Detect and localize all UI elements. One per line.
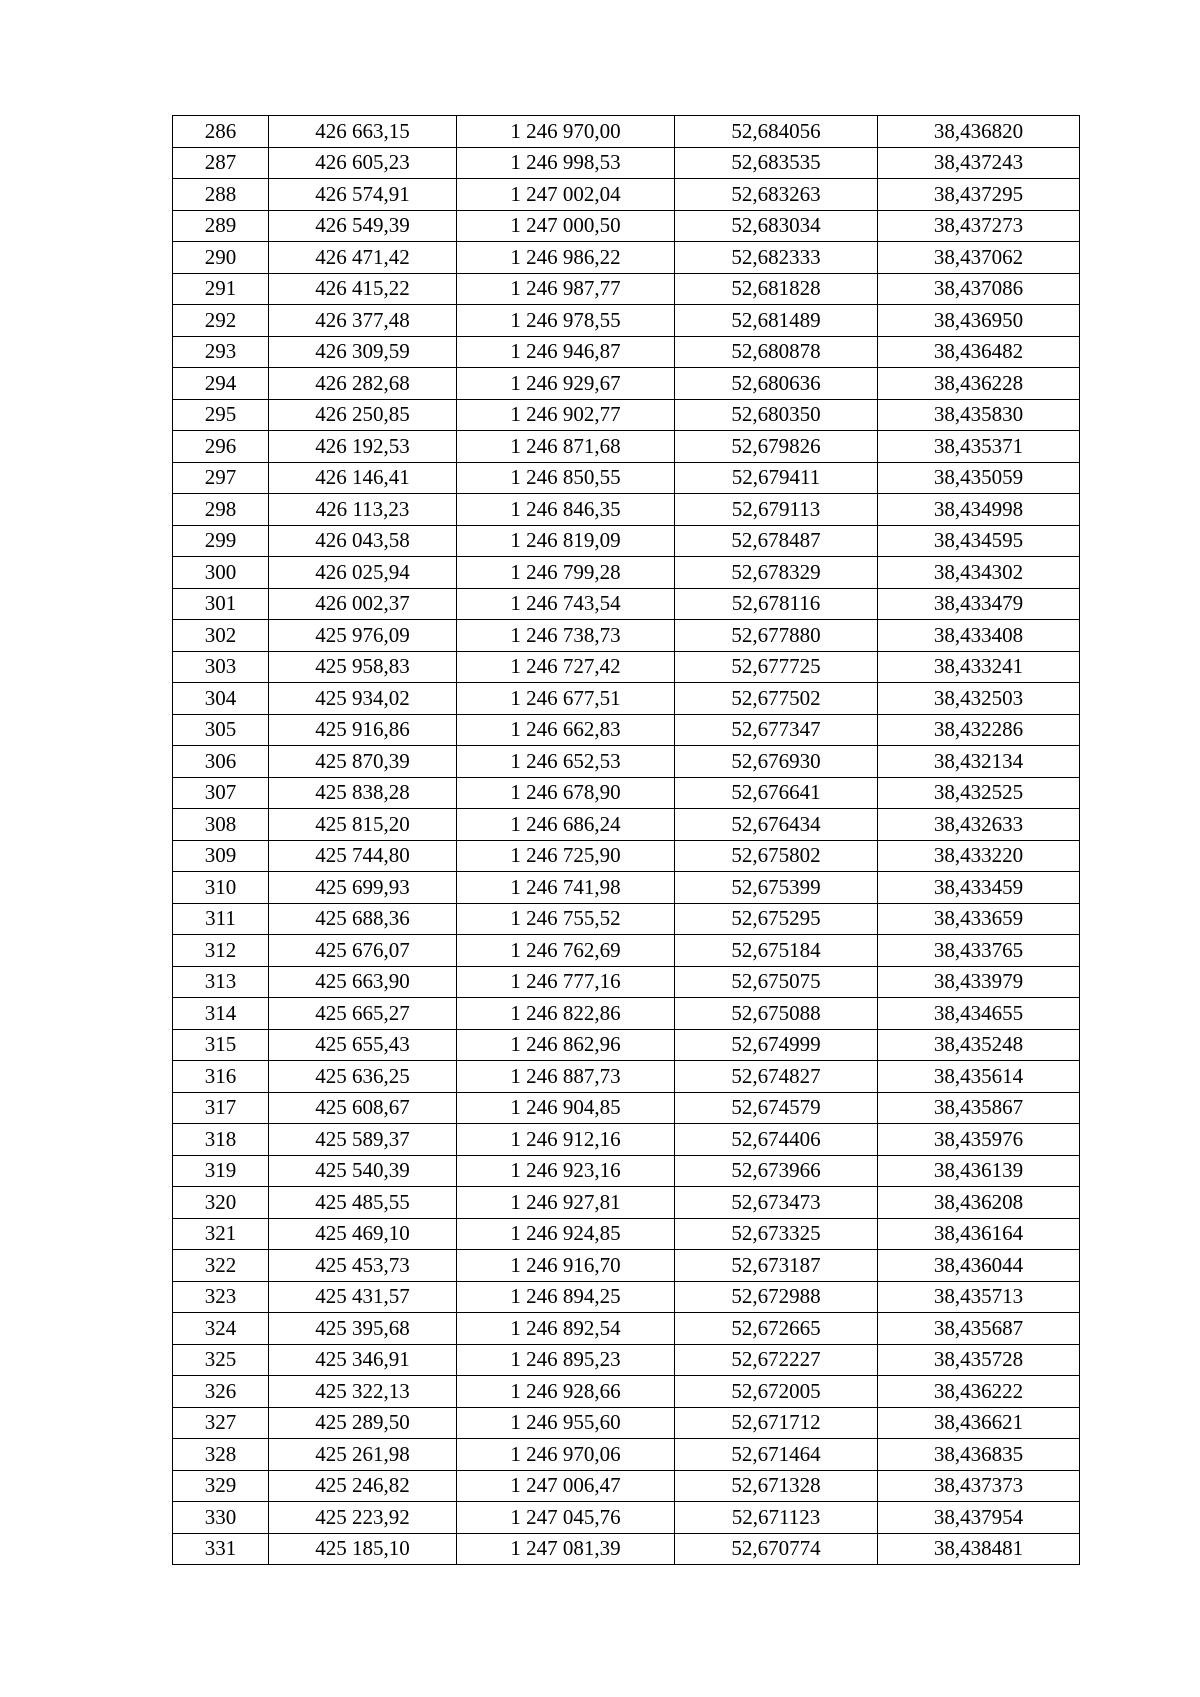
- longitude-cell: 38,432633: [878, 809, 1080, 841]
- point-number-cell: 295: [173, 399, 269, 431]
- longitude-cell: 38,435867: [878, 1092, 1080, 1124]
- point-number-cell: 306: [173, 746, 269, 778]
- x-coordinate-cell: 426 192,53: [269, 431, 457, 463]
- y-coordinate-cell: 1 246 887,73: [457, 1061, 675, 1093]
- x-coordinate-cell: 425 431,57: [269, 1281, 457, 1313]
- latitude-cell: 52,675399: [675, 872, 878, 904]
- table-row: [173, 1155, 1080, 1187]
- latitude-cell: 52,671464: [675, 1439, 878, 1471]
- x-coordinate-cell: 426 377,48: [269, 305, 457, 337]
- point-number-cell: 318: [173, 1124, 269, 1156]
- y-coordinate-cell: 1 246 686,24: [457, 809, 675, 841]
- x-coordinate-cell: 425 485,55: [269, 1187, 457, 1219]
- longitude-cell: 38,436208: [878, 1187, 1080, 1219]
- latitude-cell: 52,670774: [675, 1533, 878, 1565]
- table-row: [173, 1407, 1080, 1439]
- x-coordinate-cell: 426 025,94: [269, 557, 457, 589]
- point-number-cell: 305: [173, 714, 269, 746]
- table-row: [173, 525, 1080, 557]
- y-coordinate-cell: 1 246 799,28: [457, 557, 675, 589]
- point-number-cell: 315: [173, 1029, 269, 1061]
- y-coordinate-cell: 1 247 002,04: [457, 179, 675, 211]
- table-row: [173, 1029, 1080, 1061]
- y-coordinate-cell: 1 246 927,81: [457, 1187, 675, 1219]
- y-coordinate-cell: 1 246 912,16: [457, 1124, 675, 1156]
- point-number-cell: 331: [173, 1533, 269, 1565]
- latitude-cell: 52,678487: [675, 525, 878, 557]
- point-number-cell: 310: [173, 872, 269, 904]
- longitude-cell: 38,437273: [878, 210, 1080, 242]
- latitude-cell: 52,672227: [675, 1344, 878, 1376]
- point-number-cell: 289: [173, 210, 269, 242]
- point-number-cell: 330: [173, 1502, 269, 1534]
- point-number-cell: 321: [173, 1218, 269, 1250]
- y-coordinate-cell: 1 246 871,68: [457, 431, 675, 463]
- longitude-cell: 38,434302: [878, 557, 1080, 589]
- longitude-cell: 38,433241: [878, 651, 1080, 683]
- point-number-cell: 325: [173, 1344, 269, 1376]
- point-number-cell: 286: [173, 116, 269, 148]
- point-number-cell: 304: [173, 683, 269, 715]
- point-number-cell: 328: [173, 1439, 269, 1471]
- table-row: [173, 368, 1080, 400]
- x-coordinate-cell: 425 916,86: [269, 714, 457, 746]
- latitude-cell: 52,673966: [675, 1155, 878, 1187]
- latitude-cell: 52,673325: [675, 1218, 878, 1250]
- latitude-cell: 52,674406: [675, 1124, 878, 1156]
- longitude-cell: 38,437086: [878, 273, 1080, 305]
- longitude-cell: 38,437373: [878, 1470, 1080, 1502]
- x-coordinate-cell: 425 540,39: [269, 1155, 457, 1187]
- table-row: [173, 966, 1080, 998]
- y-coordinate-cell: 1 246 916,70: [457, 1250, 675, 1282]
- table-row: [173, 147, 1080, 179]
- longitude-cell: 38,436044: [878, 1250, 1080, 1282]
- table-row: [173, 179, 1080, 211]
- point-number-cell: 301: [173, 588, 269, 620]
- longitude-cell: 38,435614: [878, 1061, 1080, 1093]
- point-number-cell: 307: [173, 777, 269, 809]
- point-number-cell: 303: [173, 651, 269, 683]
- latitude-cell: 52,683535: [675, 147, 878, 179]
- y-coordinate-cell: 1 246 895,23: [457, 1344, 675, 1376]
- x-coordinate-cell: 426 471,42: [269, 242, 457, 274]
- table-row: [173, 683, 1080, 715]
- latitude-cell: 52,673187: [675, 1250, 878, 1282]
- longitude-cell: 38,436820: [878, 116, 1080, 148]
- longitude-cell: 38,433220: [878, 840, 1080, 872]
- x-coordinate-cell: 426 663,15: [269, 116, 457, 148]
- longitude-cell: 38,433408: [878, 620, 1080, 652]
- latitude-cell: 52,674827: [675, 1061, 878, 1093]
- longitude-cell: 38,436139: [878, 1155, 1080, 1187]
- table-row: [173, 840, 1080, 872]
- point-number-cell: 319: [173, 1155, 269, 1187]
- x-coordinate-cell: 426 113,23: [269, 494, 457, 526]
- y-coordinate-cell: 1 246 846,35: [457, 494, 675, 526]
- table-row: [173, 651, 1080, 683]
- point-number-cell: 326: [173, 1376, 269, 1408]
- latitude-cell: 52,676930: [675, 746, 878, 778]
- table-row: [173, 1502, 1080, 1534]
- point-number-cell: 313: [173, 966, 269, 998]
- longitude-cell: 38,434655: [878, 998, 1080, 1030]
- longitude-cell: 38,433765: [878, 935, 1080, 967]
- point-number-cell: 292: [173, 305, 269, 337]
- y-coordinate-cell: 1 246 755,52: [457, 903, 675, 935]
- y-coordinate-cell: 1 246 725,90: [457, 840, 675, 872]
- point-number-cell: 300: [173, 557, 269, 589]
- coordinates-table-body: [173, 116, 1080, 1565]
- latitude-cell: 52,680636: [675, 368, 878, 400]
- y-coordinate-cell: 1 246 923,16: [457, 1155, 675, 1187]
- y-coordinate-cell: 1 246 850,55: [457, 462, 675, 494]
- table-row: [173, 399, 1080, 431]
- longitude-cell: 38,434998: [878, 494, 1080, 526]
- longitude-cell: 38,437243: [878, 147, 1080, 179]
- table-row: [173, 935, 1080, 967]
- table-row: [173, 557, 1080, 589]
- latitude-cell: 52,684056: [675, 116, 878, 148]
- table-row: [173, 1250, 1080, 1282]
- longitude-cell: 38,435248: [878, 1029, 1080, 1061]
- longitude-cell: 38,435371: [878, 431, 1080, 463]
- longitude-cell: 38,436222: [878, 1376, 1080, 1408]
- x-coordinate-cell: 426 282,68: [269, 368, 457, 400]
- table-row: [173, 1124, 1080, 1156]
- x-coordinate-cell: 425 395,68: [269, 1313, 457, 1345]
- point-number-cell: 294: [173, 368, 269, 400]
- y-coordinate-cell: 1 246 987,77: [457, 273, 675, 305]
- y-coordinate-cell: 1 246 892,54: [457, 1313, 675, 1345]
- latitude-cell: 52,676434: [675, 809, 878, 841]
- point-number-cell: 316: [173, 1061, 269, 1093]
- longitude-cell: 38,433979: [878, 966, 1080, 998]
- point-number-cell: 323: [173, 1281, 269, 1313]
- latitude-cell: 52,680878: [675, 336, 878, 368]
- y-coordinate-cell: 1 247 000,50: [457, 210, 675, 242]
- longitude-cell: 38,437954: [878, 1502, 1080, 1534]
- y-coordinate-cell: 1 246 727,42: [457, 651, 675, 683]
- longitude-cell: 38,432134: [878, 746, 1080, 778]
- x-coordinate-cell: 425 663,90: [269, 966, 457, 998]
- longitude-cell: 38,432503: [878, 683, 1080, 715]
- latitude-cell: 52,681828: [675, 273, 878, 305]
- longitude-cell: 38,437062: [878, 242, 1080, 274]
- longitude-cell: 38,436621: [878, 1407, 1080, 1439]
- x-coordinate-cell: 426 605,23: [269, 147, 457, 179]
- longitude-cell: 38,438481: [878, 1533, 1080, 1565]
- y-coordinate-cell: 1 246 762,69: [457, 935, 675, 967]
- point-number-cell: 302: [173, 620, 269, 652]
- table-row: [173, 588, 1080, 620]
- latitude-cell: 52,675075: [675, 966, 878, 998]
- x-coordinate-cell: 425 346,91: [269, 1344, 457, 1376]
- longitude-cell: 38,433479: [878, 588, 1080, 620]
- longitude-cell: 38,435713: [878, 1281, 1080, 1313]
- y-coordinate-cell: 1 246 978,55: [457, 305, 675, 337]
- table-row: [173, 1470, 1080, 1502]
- table-row: [173, 1313, 1080, 1345]
- x-coordinate-cell: 426 549,39: [269, 210, 457, 242]
- y-coordinate-cell: 1 246 743,54: [457, 588, 675, 620]
- x-coordinate-cell: 425 688,36: [269, 903, 457, 935]
- table-row: [173, 1344, 1080, 1376]
- table-row: [173, 872, 1080, 904]
- point-number-cell: 322: [173, 1250, 269, 1282]
- table-row: [173, 242, 1080, 274]
- x-coordinate-cell: 425 589,37: [269, 1124, 457, 1156]
- longitude-cell: 38,436228: [878, 368, 1080, 400]
- latitude-cell: 52,671123: [675, 1502, 878, 1534]
- table-row: [173, 903, 1080, 935]
- y-coordinate-cell: 1 246 777,16: [457, 966, 675, 998]
- x-coordinate-cell: 425 870,39: [269, 746, 457, 778]
- latitude-cell: 52,671712: [675, 1407, 878, 1439]
- latitude-cell: 52,677880: [675, 620, 878, 652]
- y-coordinate-cell: 1 246 652,53: [457, 746, 675, 778]
- y-coordinate-cell: 1 246 904,85: [457, 1092, 675, 1124]
- point-number-cell: 324: [173, 1313, 269, 1345]
- latitude-cell: 52,674579: [675, 1092, 878, 1124]
- y-coordinate-cell: 1 246 929,67: [457, 368, 675, 400]
- table-row: [173, 494, 1080, 526]
- point-number-cell: 299: [173, 525, 269, 557]
- longitude-cell: 38,433459: [878, 872, 1080, 904]
- y-coordinate-cell: 1 246 902,77: [457, 399, 675, 431]
- point-number-cell: 329: [173, 1470, 269, 1502]
- table-row: [173, 210, 1080, 242]
- latitude-cell: 52,677347: [675, 714, 878, 746]
- longitude-cell: 38,435687: [878, 1313, 1080, 1345]
- table-row: [173, 620, 1080, 652]
- latitude-cell: 52,675088: [675, 998, 878, 1030]
- y-coordinate-cell: 1 246 924,85: [457, 1218, 675, 1250]
- y-coordinate-cell: 1 247 045,76: [457, 1502, 675, 1534]
- coordinates-table: [172, 115, 1080, 1565]
- table-row: [173, 714, 1080, 746]
- x-coordinate-cell: 425 322,13: [269, 1376, 457, 1408]
- y-coordinate-cell: 1 246 955,60: [457, 1407, 675, 1439]
- x-coordinate-cell: 425 261,98: [269, 1439, 457, 1471]
- x-coordinate-cell: 426 146,41: [269, 462, 457, 494]
- y-coordinate-cell: 1 246 741,98: [457, 872, 675, 904]
- latitude-cell: 52,680350: [675, 399, 878, 431]
- point-number-cell: 287: [173, 147, 269, 179]
- longitude-cell: 38,436950: [878, 305, 1080, 337]
- table-row: [173, 1061, 1080, 1093]
- longitude-cell: 38,436164: [878, 1218, 1080, 1250]
- x-coordinate-cell: 425 655,43: [269, 1029, 457, 1061]
- x-coordinate-cell: 425 453,73: [269, 1250, 457, 1282]
- y-coordinate-cell: 1 246 998,53: [457, 147, 675, 179]
- y-coordinate-cell: 1 246 677,51: [457, 683, 675, 715]
- point-number-cell: 311: [173, 903, 269, 935]
- x-coordinate-cell: 425 665,27: [269, 998, 457, 1030]
- y-coordinate-cell: 1 246 986,22: [457, 242, 675, 274]
- point-number-cell: 291: [173, 273, 269, 305]
- x-coordinate-cell: 425 223,92: [269, 1502, 457, 1534]
- y-coordinate-cell: 1 246 928,66: [457, 1376, 675, 1408]
- point-number-cell: 296: [173, 431, 269, 463]
- x-coordinate-cell: 425 958,83: [269, 651, 457, 683]
- longitude-cell: 38,436482: [878, 336, 1080, 368]
- x-coordinate-cell: 426 415,22: [269, 273, 457, 305]
- x-coordinate-cell: 426 043,58: [269, 525, 457, 557]
- point-number-cell: 312: [173, 935, 269, 967]
- latitude-cell: 52,683263: [675, 179, 878, 211]
- x-coordinate-cell: 425 608,67: [269, 1092, 457, 1124]
- table-row: [173, 1439, 1080, 1471]
- longitude-cell: 38,436835: [878, 1439, 1080, 1471]
- latitude-cell: 52,673473: [675, 1187, 878, 1219]
- table-row: [173, 1092, 1080, 1124]
- latitude-cell: 52,678116: [675, 588, 878, 620]
- y-coordinate-cell: 1 246 738,73: [457, 620, 675, 652]
- latitude-cell: 52,681489: [675, 305, 878, 337]
- y-coordinate-cell: 1 246 862,96: [457, 1029, 675, 1061]
- x-coordinate-cell: 425 699,93: [269, 872, 457, 904]
- x-coordinate-cell: 425 976,09: [269, 620, 457, 652]
- y-coordinate-cell: 1 246 894,25: [457, 1281, 675, 1313]
- latitude-cell: 52,675802: [675, 840, 878, 872]
- x-coordinate-cell: 425 469,10: [269, 1218, 457, 1250]
- latitude-cell: 52,682333: [675, 242, 878, 274]
- point-number-cell: 290: [173, 242, 269, 274]
- longitude-cell: 38,432286: [878, 714, 1080, 746]
- x-coordinate-cell: 425 246,82: [269, 1470, 457, 1502]
- x-coordinate-cell: 426 309,59: [269, 336, 457, 368]
- point-number-cell: 309: [173, 840, 269, 872]
- table-row: [173, 273, 1080, 305]
- table-row: [173, 1281, 1080, 1313]
- latitude-cell: 52,675184: [675, 935, 878, 967]
- longitude-cell: 38,435830: [878, 399, 1080, 431]
- y-coordinate-cell: 1 246 819,09: [457, 525, 675, 557]
- y-coordinate-cell: 1 246 946,87: [457, 336, 675, 368]
- longitude-cell: 38,435059: [878, 462, 1080, 494]
- point-number-cell: 317: [173, 1092, 269, 1124]
- y-coordinate-cell: 1 246 678,90: [457, 777, 675, 809]
- point-number-cell: 288: [173, 179, 269, 211]
- longitude-cell: 38,432525: [878, 777, 1080, 809]
- table-row: [173, 746, 1080, 778]
- point-number-cell: 327: [173, 1407, 269, 1439]
- longitude-cell: 38,435728: [878, 1344, 1080, 1376]
- latitude-cell: 52,674999: [675, 1029, 878, 1061]
- longitude-cell: 38,434595: [878, 525, 1080, 557]
- table-row: [173, 777, 1080, 809]
- y-coordinate-cell: 1 246 662,83: [457, 714, 675, 746]
- table-row: [173, 1533, 1080, 1565]
- x-coordinate-cell: 425 934,02: [269, 683, 457, 715]
- x-coordinate-cell: 425 676,07: [269, 935, 457, 967]
- latitude-cell: 52,679411: [675, 462, 878, 494]
- longitude-cell: 38,437295: [878, 179, 1080, 211]
- latitude-cell: 52,677502: [675, 683, 878, 715]
- point-number-cell: 293: [173, 336, 269, 368]
- x-coordinate-cell: 425 636,25: [269, 1061, 457, 1093]
- y-coordinate-cell: 1 247 006,47: [457, 1470, 675, 1502]
- latitude-cell: 52,675295: [675, 903, 878, 935]
- y-coordinate-cell: 1 246 822,86: [457, 998, 675, 1030]
- latitude-cell: 52,672988: [675, 1281, 878, 1313]
- point-number-cell: 314: [173, 998, 269, 1030]
- latitude-cell: 52,672005: [675, 1376, 878, 1408]
- point-number-cell: 297: [173, 462, 269, 494]
- table-row: [173, 431, 1080, 463]
- latitude-cell: 52,679113: [675, 494, 878, 526]
- x-coordinate-cell: 425 815,20: [269, 809, 457, 841]
- latitude-cell: 52,683034: [675, 210, 878, 242]
- table-row: [173, 1187, 1080, 1219]
- x-coordinate-cell: 425 744,80: [269, 840, 457, 872]
- table-row: [173, 998, 1080, 1030]
- latitude-cell: 52,676641: [675, 777, 878, 809]
- x-coordinate-cell: 426 574,91: [269, 179, 457, 211]
- x-coordinate-cell: 426 002,37: [269, 588, 457, 620]
- point-number-cell: 298: [173, 494, 269, 526]
- table-row: [173, 809, 1080, 841]
- x-coordinate-cell: 425 185,10: [269, 1533, 457, 1565]
- latitude-cell: 52,672665: [675, 1313, 878, 1345]
- x-coordinate-cell: 426 250,85: [269, 399, 457, 431]
- longitude-cell: 38,435976: [878, 1124, 1080, 1156]
- x-coordinate-cell: 425 289,50: [269, 1407, 457, 1439]
- longitude-cell: 38,433659: [878, 903, 1080, 935]
- table-row: [173, 1376, 1080, 1408]
- latitude-cell: 52,679826: [675, 431, 878, 463]
- x-coordinate-cell: 425 838,28: [269, 777, 457, 809]
- table-row: [173, 336, 1080, 368]
- y-coordinate-cell: 1 247 081,39: [457, 1533, 675, 1565]
- latitude-cell: 52,678329: [675, 557, 878, 589]
- point-number-cell: 320: [173, 1187, 269, 1219]
- table-row: [173, 462, 1080, 494]
- table-row: [173, 1218, 1080, 1250]
- latitude-cell: 52,671328: [675, 1470, 878, 1502]
- table-row: [173, 116, 1080, 148]
- point-number-cell: 308: [173, 809, 269, 841]
- y-coordinate-cell: 1 246 970,00: [457, 116, 675, 148]
- latitude-cell: 52,677725: [675, 651, 878, 683]
- table-row: [173, 305, 1080, 337]
- y-coordinate-cell: 1 246 970,06: [457, 1439, 675, 1471]
